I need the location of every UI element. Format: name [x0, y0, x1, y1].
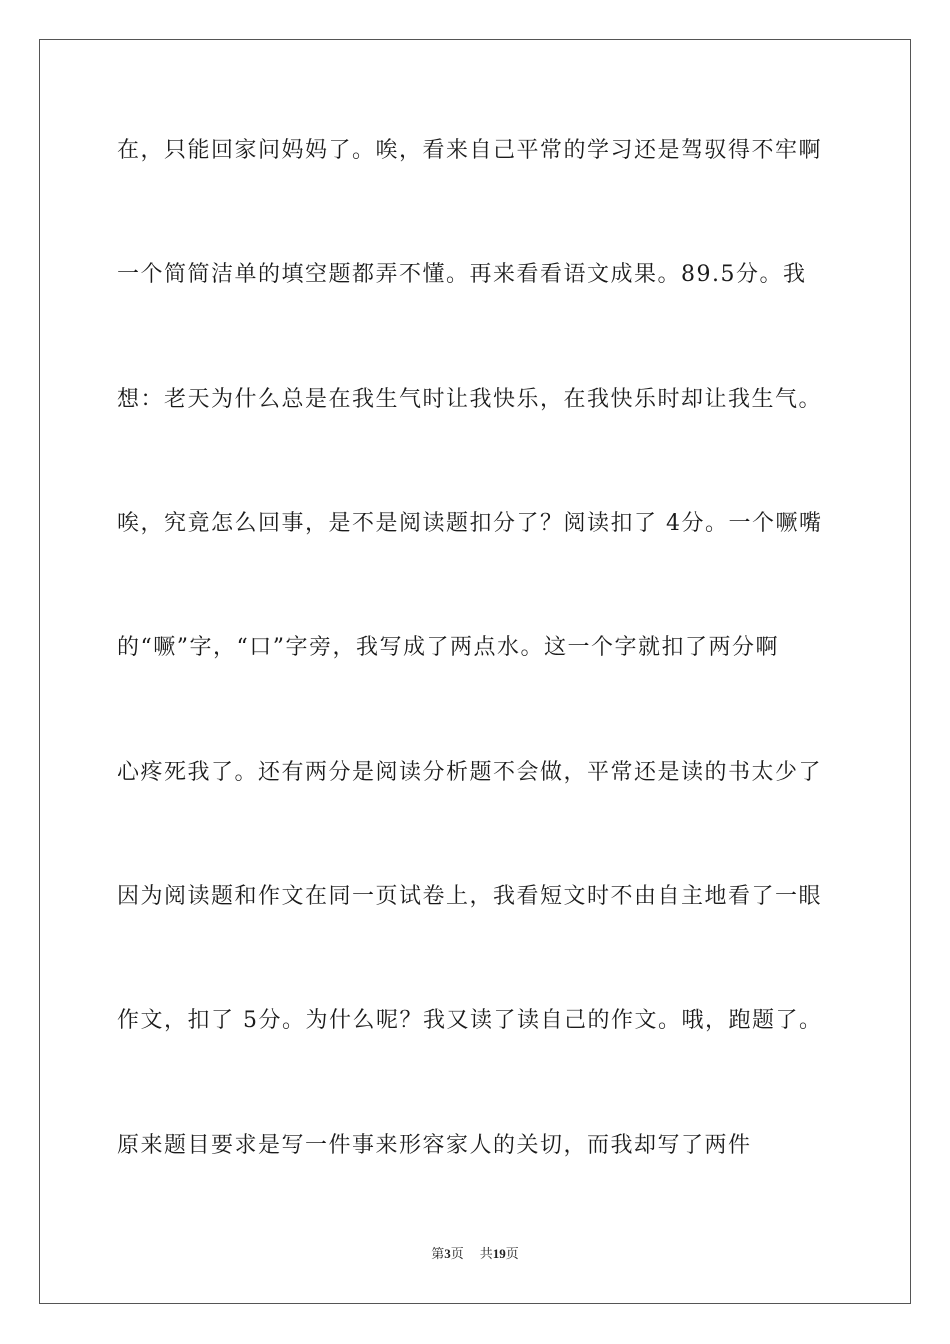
total-suffix: 页 [505, 1247, 519, 1262]
page-prefix: 第 [431, 1247, 445, 1262]
text-line-2: 一个简简洁单的填空题都弄不懂。再来看看语文成果。89.5分。我 [117, 262, 807, 287]
total-pages: 19 [492, 1246, 506, 1261]
text-line-1: 在，只能回家问妈妈了。唉，看来自己平常的学习还是驾驭得不牢啊 [117, 138, 823, 163]
total-prefix: 共 [479, 1247, 493, 1262]
text-line-3: 想：老天为什么总是在我生气时让我快乐，在我快乐时却让我生气。 [117, 387, 823, 412]
page-footer [0, 1245, 950, 1264]
page-suffix: 页 [450, 1247, 464, 1262]
text-line-5: 的“噘”字，“口”字旁，我写成了两点水。这一个字就扣了两分啊 [117, 635, 779, 660]
text-line-9: 原来题目要求是写一件事来形容家人的关切，而我却写了两件 [117, 1133, 752, 1158]
text-line-6: 心疼死我了。还有两分是阅读分析题不会做，平常还是读的书太少了 [117, 760, 823, 785]
text-line-7: 因为阅读题和作文在同一页试卷上，我看短文时不由自主地看了一眼 [117, 884, 823, 909]
page-number: 3 [444, 1246, 451, 1261]
text-line-4: 唉，究竟怎么回事，是不是阅读题扣分了？阅读扣了 4分。一个噘嘴 [117, 511, 823, 536]
page-border [39, 39, 911, 1304]
text-line-8: 作文，扣了 5分。为什么呢？我又读了读自己的作文。哦，跑题了。 [117, 1008, 823, 1033]
